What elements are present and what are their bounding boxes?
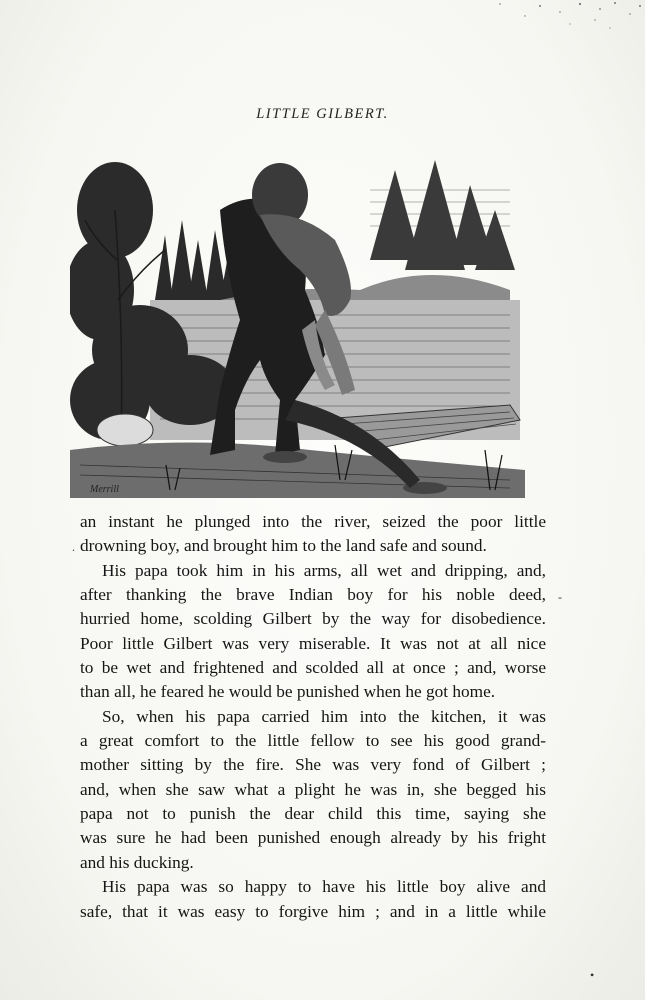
margin-dash: - [558, 590, 562, 604]
text-line: His papa was so happy to have his little boy alive and [102, 877, 546, 897]
engraving-illustration [70, 150, 525, 498]
text-line: an instant he plunged into the river, seized the poor little [80, 512, 546, 531]
engraver-signature: Merrill [90, 484, 119, 495]
page-mark: • [590, 968, 595, 982]
text-line: drowning boy, and brought him to the land safe and sound. [80, 536, 487, 556]
text-line: So, when his papa carried him into the kitchen, it was [102, 706, 546, 726]
text-line: and, when she saw what a plight he was in, she begged his [80, 779, 546, 799]
text-line: to be wet and frightened and scolded all at once ; and, worse [80, 658, 546, 678]
text-line: hurried home, scolding Gilbert by the way for disobedience. [80, 609, 546, 629]
text-line: was sure he had been punished enough already by his fright [80, 828, 546, 848]
text-line: safe, that it was easy to forgive him ; and in a little while [80, 901, 546, 921]
text-line: a great comfort to the little fellow to see his good grand- [80, 731, 546, 751]
running-head: LITTLE GILBERT. [256, 106, 389, 122]
text-line: papa not to punish the dear child this time, saying she [80, 804, 546, 824]
text-line: and his ducking. [80, 852, 194, 872]
margin-dot: . [72, 540, 75, 554]
text-line: after thanking the brave Indian boy for his noble deed, [80, 585, 546, 605]
text-line: mother sitting by the fire. She was very fond of Gilbert ; [80, 755, 546, 775]
text-line: His papa took him in his arms, all wet and dripping, and, [102, 560, 546, 580]
page-speckles [0, 0, 645, 60]
body-text [80, 510, 546, 924]
text-line: Poor little Gilbert was very miserable. It was not at all nice [80, 633, 546, 653]
text-line: than all, he feared he would be punished when he got home. [80, 682, 496, 702]
